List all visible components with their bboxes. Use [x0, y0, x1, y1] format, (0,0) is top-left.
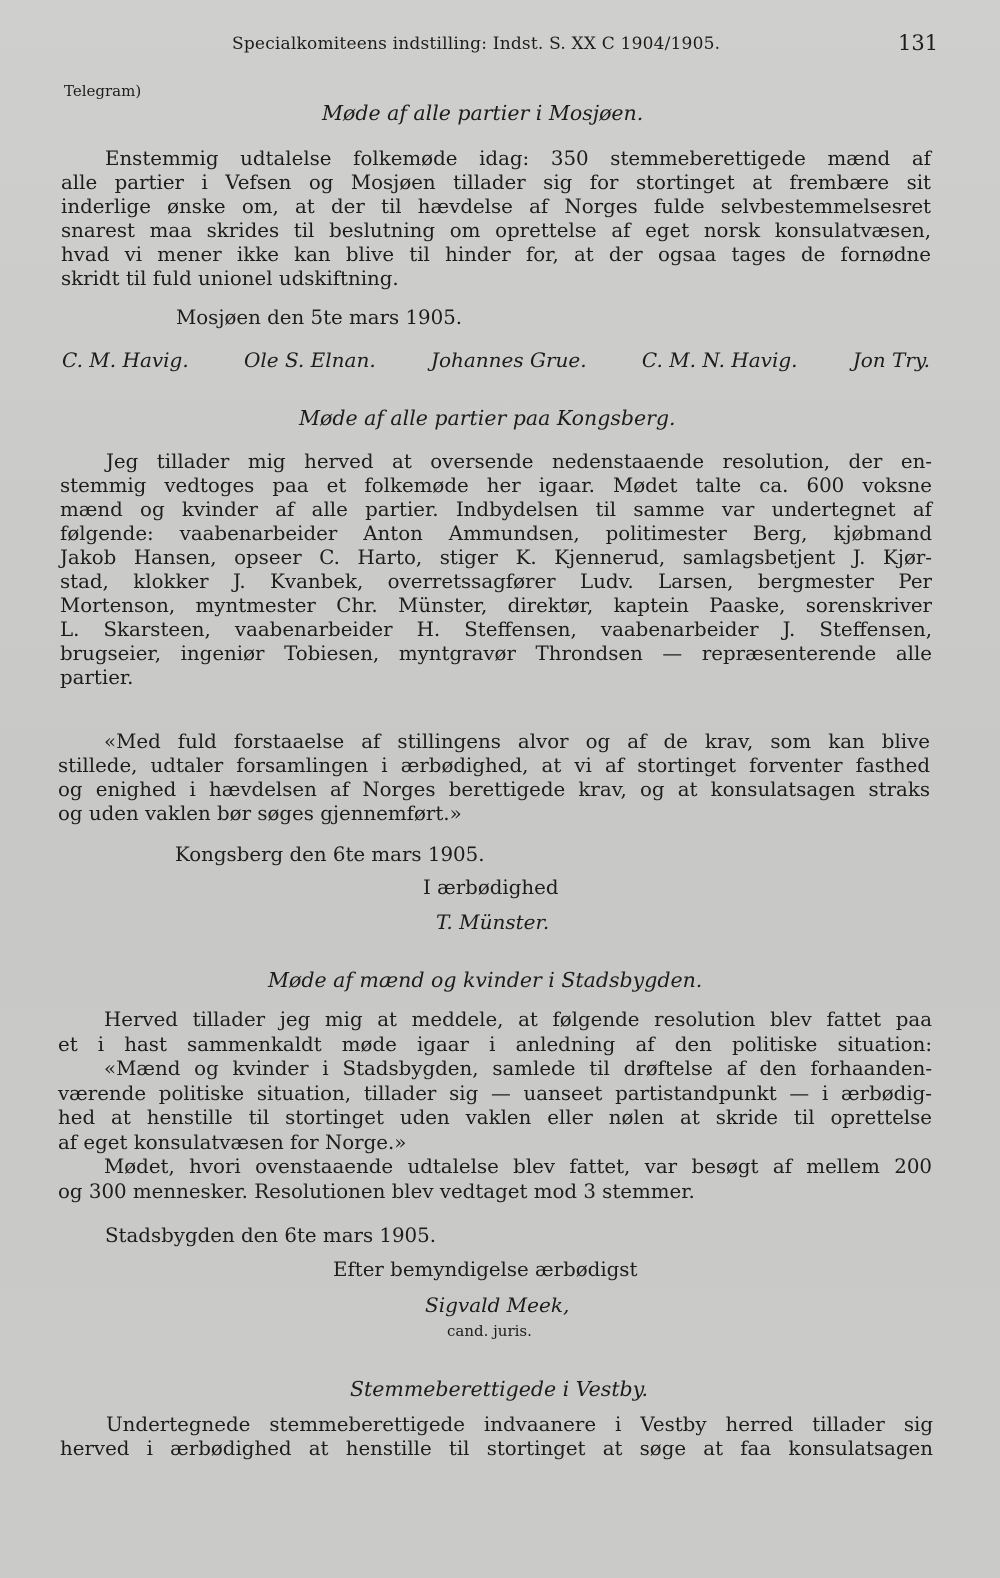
section-heading-stadsbygden: Møde af mænd og kvinder i Stadsbygden.: [268, 968, 703, 992]
text-line: stemmig vedtoges paa et folkemøde her igaar. Mødet talte ca. 600 voksne: [60, 474, 932, 497]
signatures-mosjoen: [62, 348, 930, 372]
signature: Johannes Grue.: [430, 348, 587, 372]
text-line: Mortenson, myntmester Chr. Münster, direktør, kaptein Paaske, sorenskriver: [60, 594, 932, 617]
place-date-kongsberg: Kongsberg den 6te mars 1905.: [175, 843, 485, 866]
text-line: Enstemmig udtalelse folkemøde idag: 350 stemmeberettigede mænd af: [105, 147, 931, 170]
text-line: af eget konsulatvæsen for Norge.»: [58, 1130, 407, 1154]
page-number: 131: [898, 31, 939, 55]
text-line: snarest maa skrides til beslutning om oprettelse af eget norsk konsulatvæsen,: [61, 219, 931, 242]
signature-kongsberg: T. Münster.: [436, 910, 550, 934]
text-line: og enighed i hævdelsen af Norges berettigede krav, og at konsulatsagen straks: [58, 778, 930, 801]
text-line: Herved tillader jeg mig at meddele, at følgende resolution blev fattet paa: [104, 1008, 932, 1031]
text-line: inderlige ønske om, at der til hævdelse af Norges fulde selvbestemmelsesret: [61, 195, 931, 218]
closing-stadsbygden: Efter bemyndigelse ærbødigst: [333, 1258, 638, 1281]
text-line: Mødet, hvori ovenstaaende udtalelse blev fattet, var besøgt af mellem 200: [104, 1155, 932, 1178]
text-line: hed at henstille til stortinget uden vaklen eller nølen at skride til oprettelse: [58, 1106, 932, 1129]
text-line: «Med fuld forstaaelse af stillingens alvor og af de krav, som kan blive: [104, 730, 930, 753]
text-line: og uden vaklen bør søges gjennemført.»: [58, 802, 462, 825]
paragraph-mosjoen: [61, 147, 931, 291]
text-line: «Mænd og kvinder i Stadsbygden, samlede til drøftelse af den forhaanden-: [104, 1057, 932, 1080]
running-title: Specialkomiteens indstilling: Indst. S. XX C 1904/1905.: [232, 34, 721, 54]
signature: C. M. Havig.: [62, 348, 189, 372]
text-line: skridt til fuld unionel udskiftning.: [61, 267, 399, 290]
paragraph-vestby: [60, 1413, 933, 1461]
text-line: værende politiske situation, tillader sig — uanseet partistandpunkt — i ærbødig-: [58, 1081, 932, 1105]
signatory-title: cand. juris.: [447, 1322, 532, 1340]
text-line: hvad vi mener ikke kan blive til hinder for, at der ogsaa tages de fornødne: [61, 243, 931, 266]
signature: Ole S. Elnan.: [243, 348, 376, 372]
text-line: alle partier i Vefsen og Mosjøen tillader sig for stortinget at frembære sit: [61, 171, 931, 194]
text-line: mænd og kvinder af alle partier. Indbydelsen til samme var undertegnet af: [60, 498, 932, 521]
place-date-mosjoen: Mosjøen den 5te mars 1905.: [176, 306, 463, 329]
text-line: partier.: [60, 666, 134, 689]
place-date-stadsbygden: Stadsbygden den 6te mars 1905.: [105, 1224, 437, 1247]
text-line: L. Skarsteen, vaabenarbeider H. Steffensen, vaabenarbeider J. Steffensen,: [60, 618, 932, 641]
paragraph-stadsbygden: [58, 1008, 932, 1204]
text-line: følgende: vaabenarbeider Anton Ammundsen, politimester Berg, kjøbmand: [60, 522, 932, 545]
text-line: et i hast sammenkaldt møde igaar i anledning af den politiske situation:: [58, 1032, 932, 1056]
section-heading-kongsberg: Møde af alle partier paa Kongsberg.: [299, 406, 676, 430]
signature-stadsbygden: Sigvald Meek,: [425, 1293, 570, 1317]
resolution-kongsberg: [58, 730, 930, 826]
text-line: stillede, udtaler forsamlingen i ærbødighed, at vi af stortinget forventer fasthed: [58, 754, 930, 777]
text-line: Jeg tillader mig herved at oversende nedenstaaende resolution, der en-: [106, 450, 932, 473]
signature: C. M. N. Havig.: [641, 348, 798, 372]
closing-kongsberg: I ærbødighed: [423, 876, 559, 899]
signature: Jon Try.: [852, 348, 930, 372]
section-heading-vestby: Stemmeberettigede i Vestby.: [350, 1377, 649, 1401]
text-line: brugseier, ingeniør Tobiesen, myntgravør Throndsen — repræsenterende alle: [60, 642, 932, 665]
telegram-label: Telegram): [64, 82, 142, 100]
text-line: Undertegnede stemmeberettigede indvaanere i Vestby herred tillader sig: [106, 1413, 933, 1436]
text-line: og 300 mennesker. Resolutionen blev vedtaget mod 3 stemmer.: [58, 1179, 695, 1203]
text-line: stad, klokker J. Kvanbek, overretssagfører Ludv. Larsen, bergmester Per: [60, 570, 932, 593]
paragraph-kongsberg: [60, 450, 932, 690]
text-line: Jakob Hansen, opseer C. Harto, stiger K. Kjennerud, samlagsbetjent J. Kjør-: [60, 546, 932, 569]
section-heading-mosjoen: Møde af alle partier i Mosjøen.: [322, 101, 644, 125]
text-line: herved i ærbødighed at henstille til stortinget at søge at faa konsulatsagen: [60, 1437, 933, 1460]
